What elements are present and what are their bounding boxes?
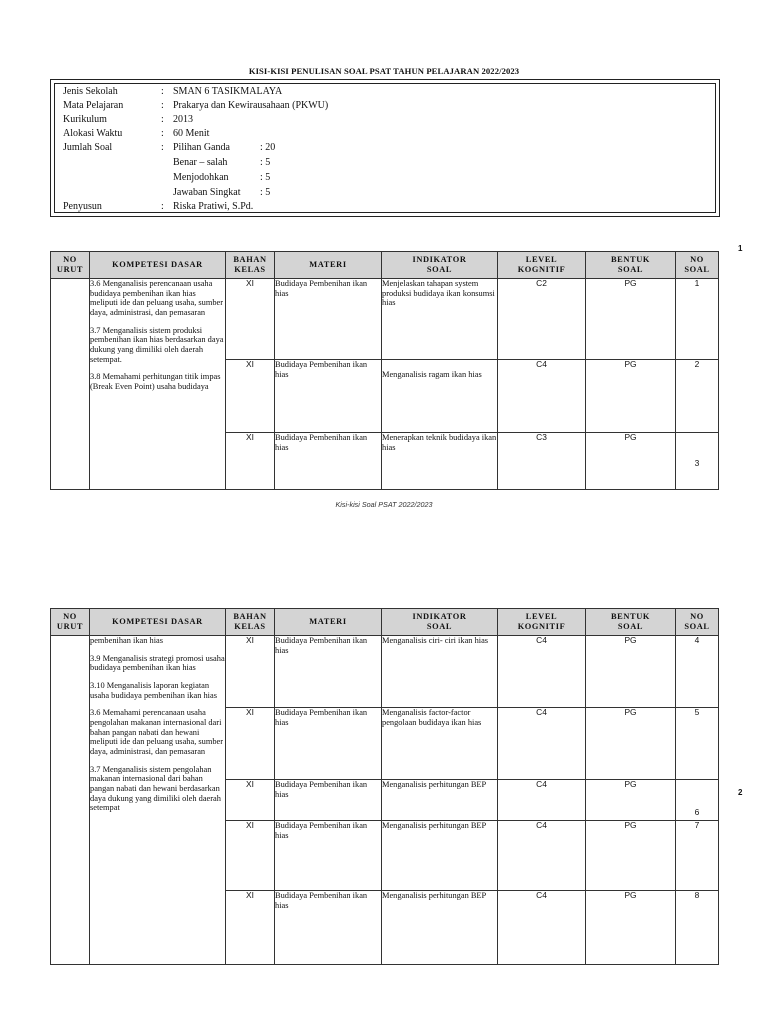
materi-cell: Budidaya Pembenihan ikan hias [275, 360, 382, 433]
level-kognitif-cell: C4 [498, 821, 586, 891]
info-value: 60 Menit [173, 128, 210, 139]
kd-item: 3.9 Menganalisis strategi promosi usaha budidaya pembenihan ikan hias [90, 653, 225, 673]
kd-item: 3.7 Menganalisis sistem produksi pembenihan ikan hias berdasarkan daya dukung yang dimiliki oleh daerah setempat. [90, 325, 224, 364]
level-kognitif-cell: C4 [498, 891, 586, 965]
kd-item: 3.7 Menganalisis sistem pengolahan makanan internasional dari bahan pangan nabati dan hewani berdasarkan daya dukung yang dimiliki oleh daerah setempat [90, 764, 221, 813]
header-no-urut: NO URUT [51, 252, 90, 279]
indikator-cell: Menganalisis factor-factor pengolaan budidaya ikan hias [382, 708, 498, 780]
jumlah-soal-count: : 5 [260, 157, 271, 168]
level-kognitif-cell: C4 [498, 708, 586, 780]
materi-cell: Budidaya Pembenihan ikan hias [275, 891, 382, 965]
jumlah-soal-count: : 5 [260, 187, 271, 198]
header-indikator-soal: INDIKATOR SOAL [382, 609, 498, 636]
info-colon: : [161, 201, 164, 212]
materi-cell: Budidaya Pembenihan ikan hias [275, 279, 382, 360]
jumlah-soal-type: Jawaban Singkat [173, 187, 241, 198]
bahan-kelas-cell: XI [226, 279, 275, 360]
header-no-urut: NO URUT [51, 609, 90, 636]
page-number: 2 [738, 788, 743, 797]
header-bentuk-soal: BENTUK SOAL [586, 252, 676, 279]
jumlah-soal-type: Menjodohkan [173, 172, 229, 183]
bahan-kelas-cell: XI [226, 891, 275, 965]
info-label: Alokasi Waktu [63, 128, 123, 139]
no-soal-cell: 7 [676, 821, 719, 891]
kompetensi-dasar-cell [90, 636, 226, 965]
info-label: Jumlah Soal [63, 142, 113, 153]
info-colon: : [161, 86, 164, 97]
kd-item: pembenihan ikan hias [90, 636, 164, 645]
info-value: SMAN 6 TASIKMALAYA [173, 86, 283, 97]
table-header-row [51, 252, 719, 279]
header-kompetensi-dasar: KOMPETESI DASAR [90, 609, 226, 636]
header-no-soal: NO SOAL [676, 252, 719, 279]
header-no-soal: NO SOAL [676, 609, 719, 636]
bentuk-soal-cell: PG [586, 891, 676, 965]
no-soal-cell: 2 [676, 360, 719, 433]
info-value: Prakarya dan Kewirausahaan (PKWU) [173, 100, 329, 111]
bentuk-soal-cell: PG [586, 708, 676, 780]
bahan-kelas-cell: XI [226, 780, 275, 821]
jumlah-soal-count: : 20 [260, 142, 276, 153]
exam-grid-table-page-1 [50, 251, 719, 490]
info-label: Penyusun [63, 201, 102, 212]
header-bahan-kelas: BAHAN KELAS [226, 609, 275, 636]
school-info-box [50, 79, 720, 217]
bahan-kelas-cell: XI [226, 360, 275, 433]
exam-grid-table-page-2 [50, 608, 719, 965]
header-indikator-soal: INDIKATOR SOAL [382, 252, 498, 279]
kd-item: 3.6 Menganalisis perencanaan usaha budidaya pembenihan ikan hias meliputi ide dan peluang usaha, sumber daya, administrasi, dan pemasaran [90, 279, 224, 317]
level-kognitif-cell: C4 [498, 360, 586, 433]
table-header-row [51, 609, 719, 636]
info-colon: : [161, 142, 164, 153]
bentuk-soal-cell: PG [586, 360, 676, 433]
header-materi: MATERI [275, 609, 382, 636]
indikator-cell: Menjelaskan tahapan system produksi budidaya ikan konsumsi hias [382, 279, 498, 360]
info-value: Riska Pratiwi, S.Pd. [173, 201, 254, 212]
no-soal-cell: 1 [676, 279, 719, 360]
materi-cell: Budidaya Pembenihan ikan hias [275, 636, 382, 708]
no-urut-cell [51, 279, 90, 490]
jumlah-soal-type: Pilihan Ganda [173, 142, 230, 153]
info-label: Jenis Sekolah [63, 86, 118, 97]
school-info-inner-border [54, 83, 716, 213]
bentuk-soal-cell: PG [586, 636, 676, 708]
info-label: Mata Pelajaran [63, 100, 124, 111]
kd-item: 3.8 Memahami perhitungan titik impas (Break Even Point) usaha budidaya [90, 372, 221, 391]
info-label: Kurikulum [63, 114, 107, 125]
bahan-kelas-cell: XI [226, 708, 275, 780]
kompetensi-dasar-cell [90, 279, 226, 490]
kd-item: 3.10 Menganalisis laporan kegiatan usaha budidaya pembenihan ikan hias [90, 680, 217, 700]
jumlah-soal-count: : 5 [260, 172, 271, 183]
level-kognitif-cell: C2 [498, 279, 586, 360]
kd-item: 3.6 Memahami perencanaan usaha pengolahan makanan internasional dari bahan pangan nabati dan hewani meliputi ide dan peluang usaha, sumber daya, administrasi, dan pemasaran [90, 708, 224, 756]
bentuk-soal-cell: PG [586, 780, 676, 821]
indikator-cell: Menganalisis perhitungan BEP [382, 821, 498, 891]
header-bentuk-soal: BENTUK SOAL [586, 609, 676, 636]
table-row [51, 636, 719, 708]
header-bahan-kelas: BAHAN KELAS [226, 252, 275, 279]
info-colon: : [161, 114, 164, 125]
materi-cell: Budidaya Pembenihan ikan hias [275, 433, 382, 490]
indikator-cell: Menganalisis ciri- ciri ikan hias [382, 636, 498, 708]
no-soal-cell: 8 [676, 891, 719, 965]
header-materi: MATERI [275, 252, 382, 279]
header-level-kognitif: LEVEL KOGNITIF [498, 252, 586, 279]
bahan-kelas-cell: XI [226, 636, 275, 708]
no-soal-cell: 3 [676, 433, 719, 490]
bahan-kelas-cell: XI [226, 821, 275, 891]
bahan-kelas-cell: XI [226, 433, 275, 490]
table-row [51, 279, 719, 360]
level-kognitif-cell: C4 [498, 636, 586, 708]
jumlah-soal-type: Benar – salah [173, 157, 228, 168]
indikator-cell: Menganalisis perhitungan BEP [382, 780, 498, 821]
header-kompetensi-dasar: KOMPETESI DASAR [90, 252, 226, 279]
info-colon: : [161, 128, 164, 139]
info-colon: : [161, 100, 164, 111]
level-kognitif-cell: C3 [498, 433, 586, 490]
level-kognitif-cell: C4 [498, 780, 586, 821]
footer-caption: Kisi-kisi Soal PSAT 2022/2023 [335, 500, 433, 509]
bentuk-soal-cell: PG [586, 821, 676, 891]
indikator-cell: Menerapkan teknik budidaya ikan hias [382, 433, 498, 490]
no-soal-cell: 5 [676, 708, 719, 780]
no-soal-cell: 6 [676, 780, 719, 821]
materi-cell: Budidaya Pembenihan ikan hias [275, 780, 382, 821]
materi-cell: Budidaya Pembenihan ikan hias [275, 821, 382, 891]
materi-cell: Budidaya Pembenihan ikan hias [275, 708, 382, 780]
header-level-kognitif: LEVEL KOGNITIF [498, 609, 586, 636]
indikator-cell: Menganalisis perhitungan BEP [382, 891, 498, 965]
bentuk-soal-cell: PG [586, 279, 676, 360]
bentuk-soal-cell: PG [586, 433, 676, 490]
indikator-cell: Menganalisis ragam ikan hias [382, 360, 498, 433]
no-urut-cell [51, 636, 90, 965]
page-number: 1 [738, 244, 743, 253]
no-soal-cell: 4 [676, 636, 719, 708]
info-value: 2013 [173, 114, 193, 125]
document-title: KISI-KISI PENULISAN SOAL PSAT TAHUN PELAJARAN 2022/2023 [248, 66, 520, 76]
